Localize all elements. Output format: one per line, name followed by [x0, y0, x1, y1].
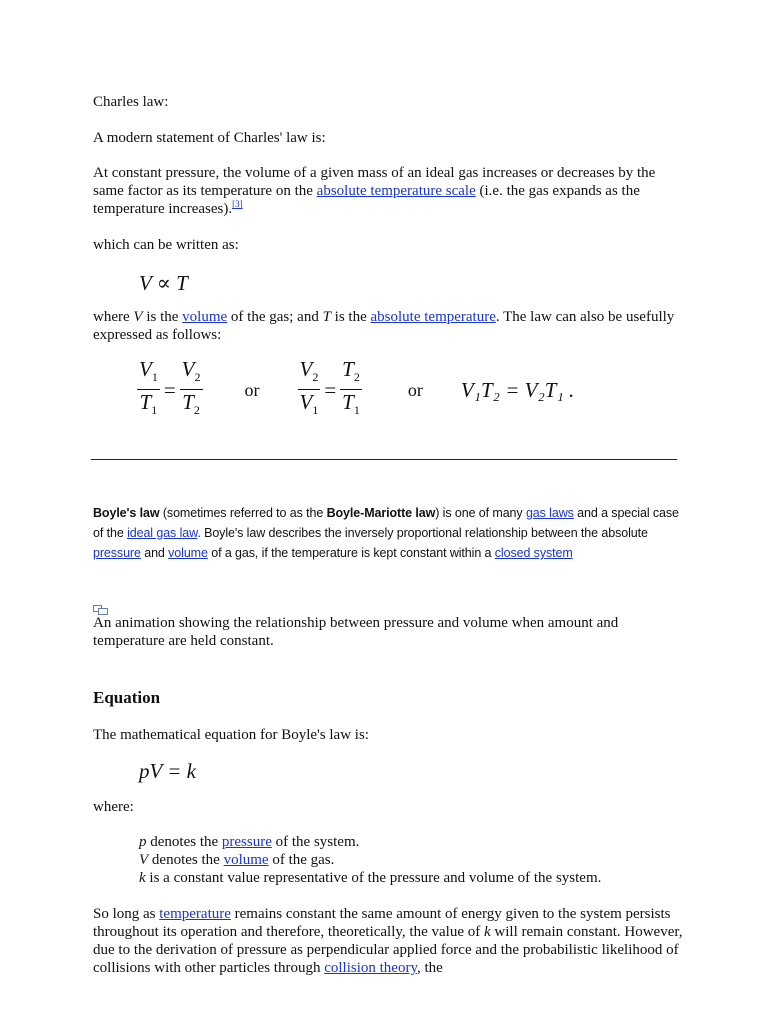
link-gas-laws[interactable]: gas laws	[525, 506, 574, 520]
var-k: k	[139, 870, 146, 886]
bold-boyles-law: Boyle's law	[93, 506, 160, 520]
equation-heading: Equation	[93, 688, 161, 707]
charles-title: Charles law:	[93, 94, 169, 110]
link-volume-2[interactable]: volume	[223, 852, 269, 868]
link-temperature[interactable]: temperature	[159, 906, 231, 922]
link-pressure-2[interactable]: pressure	[221, 834, 272, 850]
text: (sometimes referred to as the	[159, 506, 327, 520]
var-k: k	[483, 924, 491, 940]
statement-text-end: (i.e. the gas expands as the temperature increases).	[93, 183, 640, 217]
text: denotes the	[148, 852, 224, 868]
text: of a gas, if the temperature is kept constant within a	[207, 546, 495, 560]
section-divider	[91, 459, 677, 460]
boyle-paragraph	[93, 905, 683, 977]
list-item-p	[139, 833, 729, 851]
link-volume[interactable]: volume	[168, 546, 208, 560]
list-item-v	[139, 851, 729, 869]
or-word-2: or	[407, 379, 423, 400]
link-volume[interactable]: volume	[182, 309, 228, 325]
variable-list	[93, 833, 729, 887]
charles-intro: A modern statement of Charles' law is:	[93, 130, 326, 146]
text: of the system.	[271, 834, 360, 850]
link-absolute-temperature[interactable]: absolute temperature	[370, 309, 496, 325]
text: where	[93, 309, 134, 325]
animation-caption: An animation showing the relationship between pressure and volume when amount and temperature are held constant.	[93, 615, 619, 649]
text: remains constant the same amount of energy given to the system persists throughout its operation and therefore, theoretically, the value of	[93, 906, 671, 940]
text: of the gas.	[268, 852, 335, 868]
fraction-v1-t1: $\frac{V_1}{T_1}$	[139, 357, 158, 418]
text: and a special case of the	[93, 506, 679, 540]
var-v: V	[139, 852, 149, 868]
broken-image-icon	[93, 605, 107, 614]
charles-equations: $\frac{V_1}{T_1}$ = $\frac{V_2}{T_2}$ or $\frac{V_2}{V_1}$ = $\frac{T_2}{T_1}$ or V₁T₂ = V₂T₁ .	[137, 357, 657, 422]
link-pressure[interactable]: pressure	[93, 546, 141, 560]
boyle-intro	[93, 503, 683, 563]
text: So long as	[93, 906, 160, 922]
statement-text: At constant pressure, the volume of a given mass of an ideal gas increases or decreases by the same factor as its temperature on the	[93, 165, 656, 199]
text: of the gas; and	[227, 309, 323, 325]
formula-v-prop-t: V ∝ T	[139, 271, 188, 295]
text: is the	[330, 309, 371, 325]
equation-v1t2-v2t1: V₁T₂ = V₂T₁ .	[460, 377, 575, 402]
charles-statement	[93, 164, 683, 218]
written-as-label: which can be written as:	[93, 237, 239, 253]
var-p: p	[139, 834, 147, 850]
var-t: T	[322, 309, 331, 325]
fraction-v2-v1: $\frac{V_2}{V_1}$	[299, 357, 319, 418]
link-closed-system[interactable]: closed system	[494, 546, 573, 560]
where-label: where:	[93, 799, 134, 815]
bold-boyle-mariotte: Boyle-Mariotte law	[326, 506, 436, 520]
text: is a constant value representative of the pressure and volume of the system.	[145, 870, 602, 886]
text: ) is one of many	[435, 506, 526, 520]
formula-pv-k: pV = k	[139, 759, 196, 783]
charles-where	[93, 308, 683, 344]
text: . The law can also be usefully expressed as follows:	[93, 309, 675, 343]
fraction-v2-t2: $\frac{V_2}{T_2}$	[181, 357, 201, 418]
or-word: or	[244, 379, 260, 400]
list-item-k	[139, 869, 729, 887]
text: denotes the	[146, 834, 222, 850]
var-v: V	[133, 309, 143, 325]
link-absolute-temperature-scale[interactable]: absolute temperature scale	[316, 183, 476, 199]
link-ideal-gas-law[interactable]: ideal gas law	[127, 526, 198, 540]
equation-intro: The mathematical equation for Boyle's law is:	[93, 727, 369, 743]
link-collision-theory[interactable]: collision theory	[324, 960, 417, 976]
reference-link[interactable]: [3]	[232, 199, 243, 209]
text: , the	[416, 960, 443, 976]
fraction-t2-t1: $\frac{T_2}{T_1}$	[342, 357, 360, 418]
text: is the	[142, 309, 183, 325]
text: will remain constant. However, due to the derivation of pressure as perpendicular applied force and the probabilistic likelihood of collisions with other particles through	[93, 924, 683, 976]
text: and	[140, 546, 169, 560]
text: . Boyle's law describes the inversely proportional relationship between the absolute	[197, 526, 648, 540]
